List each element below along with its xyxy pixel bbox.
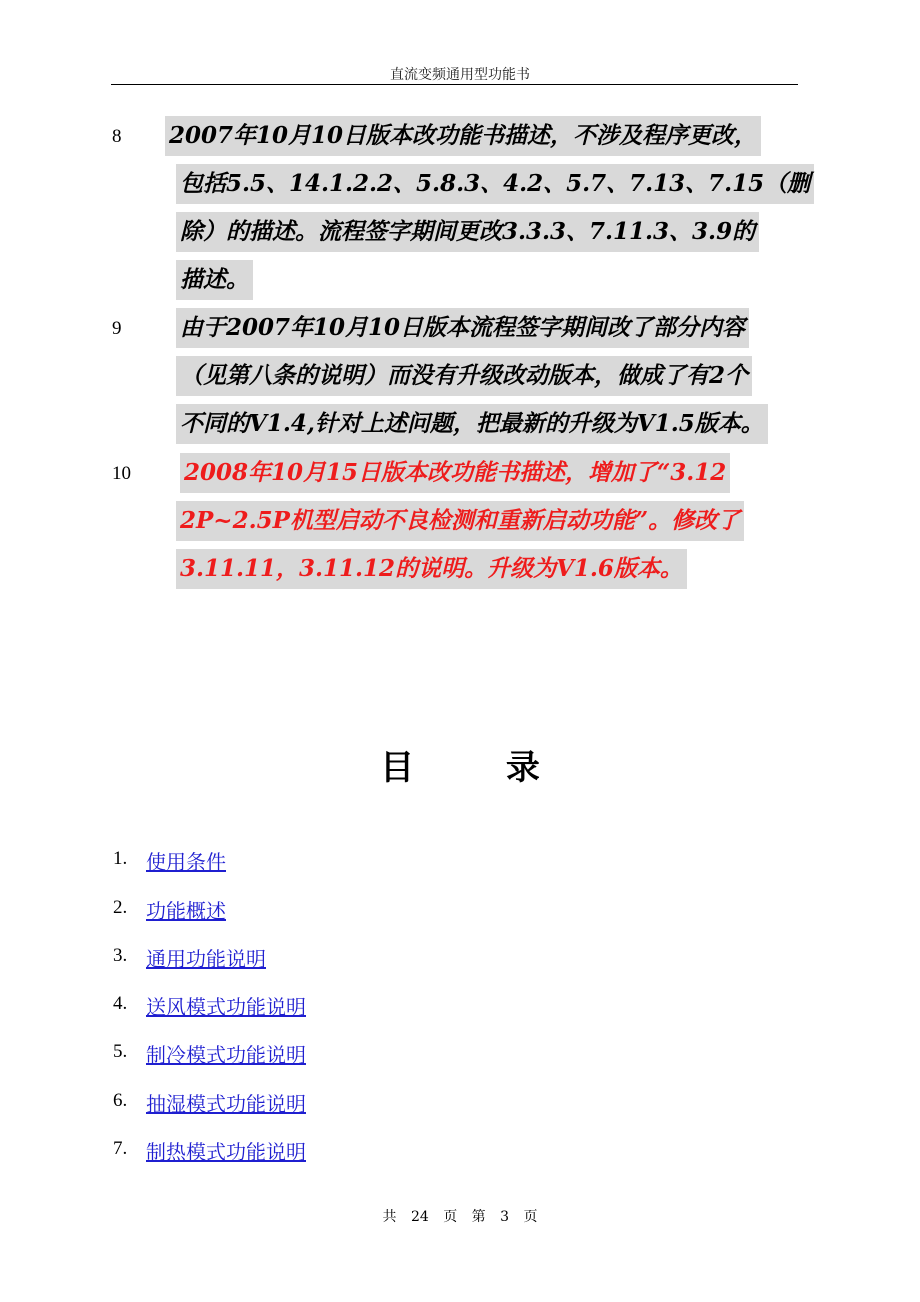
toc-item-number: 7. bbox=[113, 1138, 128, 1159]
toc-link-cooling-mode[interactable]: 制冷模式功能说明 bbox=[146, 1043, 306, 1067]
toc-item-number: 2. bbox=[113, 897, 128, 918]
revision-8-line-1: 2007年10月10日版本改功能书描述，不涉及程序更改， bbox=[165, 116, 761, 156]
revision-9-line-2: （见第八条的说明）而没有升级改动版本，做成了有2个 bbox=[176, 356, 752, 396]
toc-item-number: 5. bbox=[113, 1041, 128, 1062]
revision-10-line-3: 3.11.11，3.11.12的说明。升级为V1.6版本。 bbox=[176, 549, 687, 589]
toc-link-function-overview[interactable]: 功能概述 bbox=[146, 899, 226, 923]
header-divider bbox=[111, 84, 798, 85]
revision-8-line-2: 包括5.5、14.1.2.2、5.8.3、4.2、5.7、7.13、7.15（删 bbox=[176, 164, 814, 204]
toc-item-number: 1. bbox=[113, 848, 128, 869]
toc-item-number: 4. bbox=[113, 993, 128, 1014]
toc-link-general-functions[interactable]: 通用功能说明 bbox=[146, 947, 266, 971]
page-header-title: 直流变频通用型功能书 bbox=[390, 67, 530, 83]
revision-number: 8 bbox=[112, 126, 122, 147]
toc-link-dehumidify-mode[interactable]: 抽湿模式功能说明 bbox=[146, 1092, 306, 1116]
toc-title: 目 录 bbox=[380, 748, 540, 788]
revision-9-line-3: 不同的V1.4,针对上述问题，把最新的升级为V1.5版本。 bbox=[176, 404, 768, 444]
revision-8-line-3: 除）的描述。流程签字期间更改3.3.3、7.11.3、3.9的 bbox=[176, 212, 759, 252]
revision-8-line-4: 描述。 bbox=[176, 260, 253, 300]
revision-9-line-1: 由于2007年10月10日版本流程签字期间改了部分内容 bbox=[176, 308, 749, 348]
revision-10-line-2: 2P~2.5P机型启动不良检测和重新启动功能”。修改了 bbox=[176, 501, 744, 541]
revision-number: 9 bbox=[112, 318, 122, 339]
toc-item-number: 6. bbox=[113, 1090, 128, 1111]
revision-number: 10 bbox=[112, 463, 131, 484]
toc-link-fan-mode[interactable]: 送风模式功能说明 bbox=[146, 995, 306, 1019]
page-footer: 共 24 页 第 3 页 bbox=[382, 1209, 538, 1225]
toc-item-number: 3. bbox=[113, 945, 128, 966]
toc-link-usage-conditions[interactable]: 使用条件 bbox=[146, 850, 226, 874]
revision-10-line-1: 2008年10月15日版本改功能书描述，增加了“3.12 bbox=[180, 453, 730, 493]
toc-link-heating-mode[interactable]: 制热模式功能说明 bbox=[146, 1140, 306, 1164]
